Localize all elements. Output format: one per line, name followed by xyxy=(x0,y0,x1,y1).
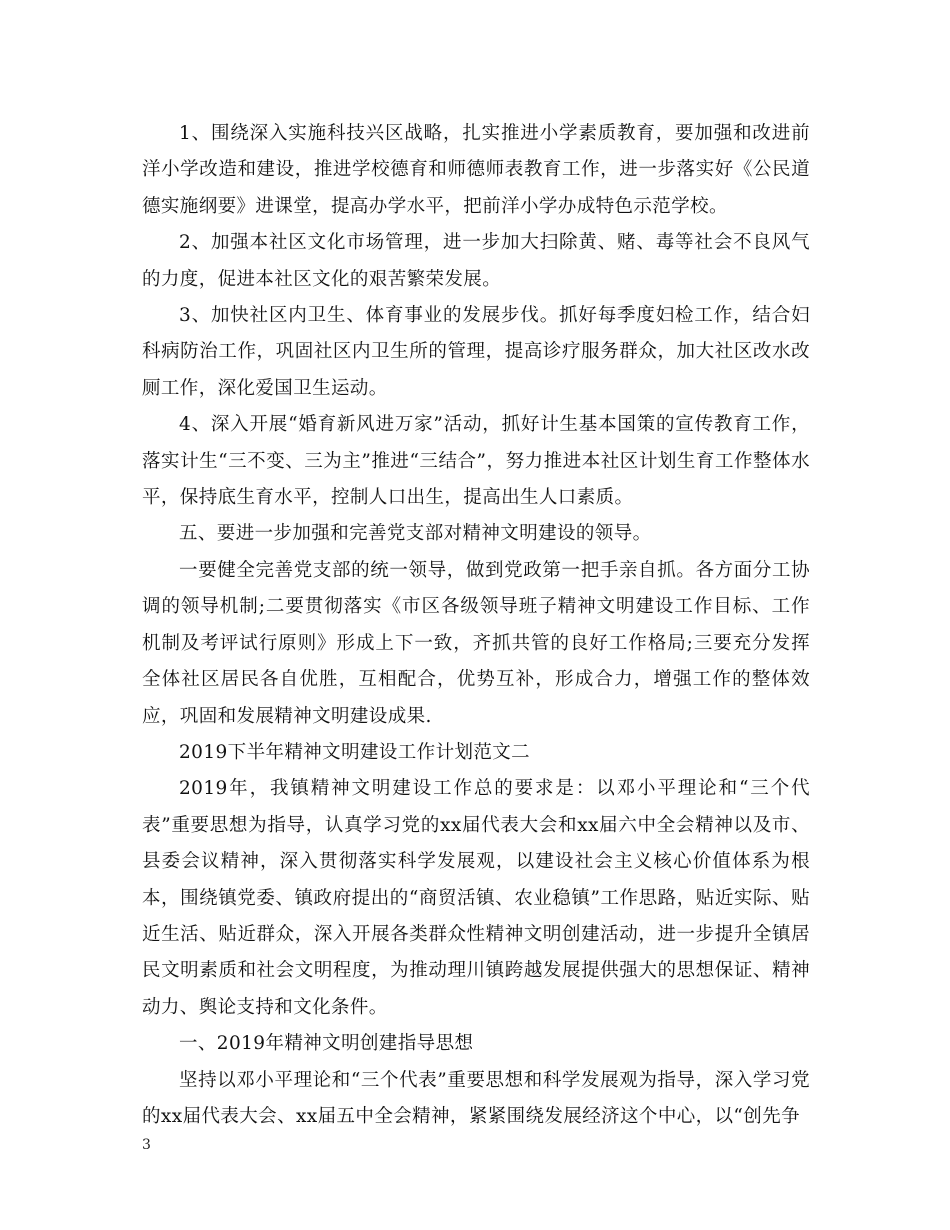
section-heading-leadership: 五、要进一步加强和完善党支部对精神文明建设的领导。 xyxy=(179,523,652,545)
paragraph-overall-requirements: 2019年，我镇精神文明建设工作总的要求是：以邓小平理论和“三个代表”重要思想为指导，认真学习党的xx届代表大会和xx届六中全会精神以及市、县委会议精神，深入贯彻落实科学发展观，以建设社会主义核心价值体系为根本，围绕镇党委、镇政府提出的“商贸活镇、农业稳镇”工作思路，贴近实际、贴近生活、贴近群众，深入开展各类群众性精神文明创建活动，进一步提升全镇居民文明素质和社会文明程度，为推动理川镇跨越发展提供强大的思想保证、精神动力、舆论支持和文化条件。 xyxy=(142,778,810,1018)
paragraph-leadership: 一要健全完善党支部的统一领导，做到党政第一把手亲自抓。各方面分工协调的领导机制;二要贯彻落实《市区各级领导班子精神文明建设工作目标、工作机制及考评试行原则》形成上下一致，齐抓共管的良好工作格局;三要充分发挥全体社区居民各自优胜，互相配合，优势互补，形成合力，增强工作的整体效应，巩固和发展精神文明建设成果. xyxy=(142,559,810,727)
document-body xyxy=(142,116,810,1135)
paragraph-item-3: 3、加快社区内卫生、体育事业的发展步伐。抓好每季度妇检工作，结合妇科病防治工作，巩固社区内卫生所的管理，提高诊疗服务群众，加大社区改水改厕工作，深化爱国卫生运动。 xyxy=(142,305,810,399)
page-number: 3 xyxy=(142,1137,151,1153)
paragraph-item-1: 1、围绕深入实施科技兴区战略，扎实推进小学素质教育，要加强和改进前洋小学改造和建设，推进学校德育和师德师表教育工作，进一步落实好《公民道德实施纲要》进课堂，提高办学水平，把前洋小学办成特色示范学校。 xyxy=(142,123,810,217)
paragraph-item-4: 4、深入开展“婚育新风进万家”活动，抓好计生基本国策的宣传教育工作，落实计生“三不变、三为主”推进“三结合”，努力推进本社区计划生育工作整体水平，保持底生育水平，控制人口出生，提高出生人口素质。 xyxy=(142,414,810,509)
paragraph-item-2: 2、加强本社区文化市场管理，进一步加大扫除黄、赌、毒等社会不良风气的力度，促进本社区文化的艰苦繁荣发展。 xyxy=(142,232,810,290)
paragraph-guiding-ideology: 坚持以邓小平理论和“三个代表”重要思想和科学发展观为指导，深入学习党的xx届代表大会、xx届五中全会精神，紧紧围绕发展经济这个中心，以“创先争 xyxy=(142,1069,810,1127)
document-subtitle: 2019下半年精神文明建设工作计划范文二 xyxy=(179,741,531,763)
section-heading-guiding-ideology: 一、2019年精神文明创建指导思想 xyxy=(179,1033,474,1055)
